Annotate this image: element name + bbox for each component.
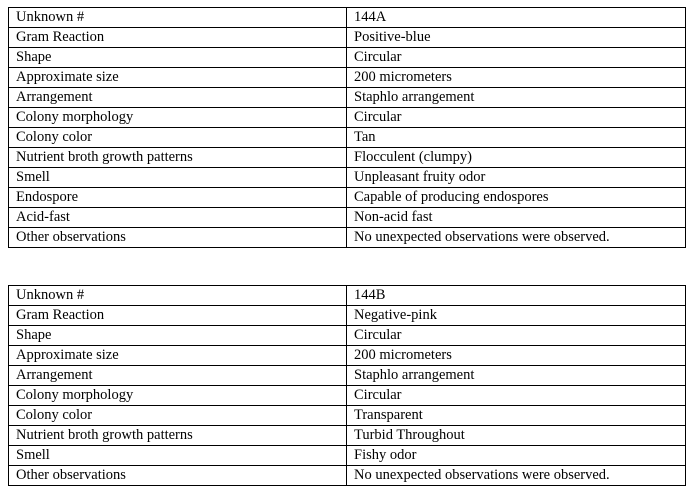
row-label: Other observations xyxy=(9,228,347,248)
table-row xyxy=(9,8,686,28)
row-label: Unknown # xyxy=(9,8,347,28)
row-value: Tan xyxy=(347,128,686,148)
table-row xyxy=(9,306,686,326)
row-label: Smell xyxy=(9,168,347,188)
table-row xyxy=(9,366,686,386)
table-row xyxy=(9,326,686,346)
table-row xyxy=(9,208,686,228)
row-label: Colony morphology xyxy=(9,386,347,406)
table-row xyxy=(9,386,686,406)
table-row xyxy=(9,188,686,208)
row-value: 144B xyxy=(347,286,686,306)
row-label: Colony color xyxy=(9,128,347,148)
table-row xyxy=(9,128,686,148)
row-value: 144A xyxy=(347,8,686,28)
row-label: Nutrient broth growth patterns xyxy=(9,426,347,446)
table-row xyxy=(9,466,686,486)
row-value: Circular xyxy=(347,48,686,68)
row-label: Acid-fast xyxy=(9,208,347,228)
row-value: Non-acid fast xyxy=(347,208,686,228)
row-value: 200 micrometers xyxy=(347,346,686,366)
table-row xyxy=(9,48,686,68)
row-value: Transparent xyxy=(347,406,686,426)
row-value: Staphlo arrangement xyxy=(347,88,686,108)
row-value: No unexpected observations were observed. xyxy=(347,228,686,248)
row-value: Turbid Throughout xyxy=(347,426,686,446)
row-value: Flocculent (clumpy) xyxy=(347,148,686,168)
row-value: Circular xyxy=(347,108,686,128)
row-value: Fishy odor xyxy=(347,446,686,466)
row-value: Staphlo arrangement xyxy=(347,366,686,386)
row-value: Circular xyxy=(347,386,686,406)
row-value: Positive-blue xyxy=(347,28,686,48)
row-label: Shape xyxy=(9,48,347,68)
row-value: No unexpected observations were observed. xyxy=(347,466,686,486)
unknown-144b-table xyxy=(8,285,686,486)
row-label: Other observations xyxy=(9,466,347,486)
unknown-144a-table xyxy=(8,7,686,248)
table-row xyxy=(9,426,686,446)
row-label: Colony morphology xyxy=(9,108,347,128)
row-label: Unknown # xyxy=(9,286,347,306)
row-label: Approximate size xyxy=(9,346,347,366)
row-value: Circular xyxy=(347,326,686,346)
table-body xyxy=(9,286,686,486)
table-body xyxy=(9,8,686,248)
row-label: Smell xyxy=(9,446,347,466)
row-label: Endospore xyxy=(9,188,347,208)
row-label: Approximate size xyxy=(9,68,347,88)
row-value: Unpleasant fruity odor xyxy=(347,168,686,188)
table-row xyxy=(9,446,686,466)
row-value: Negative-pink xyxy=(347,306,686,326)
table-row xyxy=(9,148,686,168)
table-row xyxy=(9,228,686,248)
table-row xyxy=(9,286,686,306)
table-row xyxy=(9,68,686,88)
row-value: Capable of producing endospores xyxy=(347,188,686,208)
table-row xyxy=(9,168,686,188)
row-label: Gram Reaction xyxy=(9,28,347,48)
row-label: Arrangement xyxy=(9,88,347,108)
row-label: Gram Reaction xyxy=(9,306,347,326)
row-label: Nutrient broth growth patterns xyxy=(9,148,347,168)
table-row xyxy=(9,88,686,108)
row-label: Colony color xyxy=(9,406,347,426)
table-row xyxy=(9,346,686,366)
row-label: Shape xyxy=(9,326,347,346)
row-label: Arrangement xyxy=(9,366,347,386)
table-row xyxy=(9,28,686,48)
table-row xyxy=(9,406,686,426)
table-row xyxy=(9,108,686,128)
row-value: 200 micrometers xyxy=(347,68,686,88)
